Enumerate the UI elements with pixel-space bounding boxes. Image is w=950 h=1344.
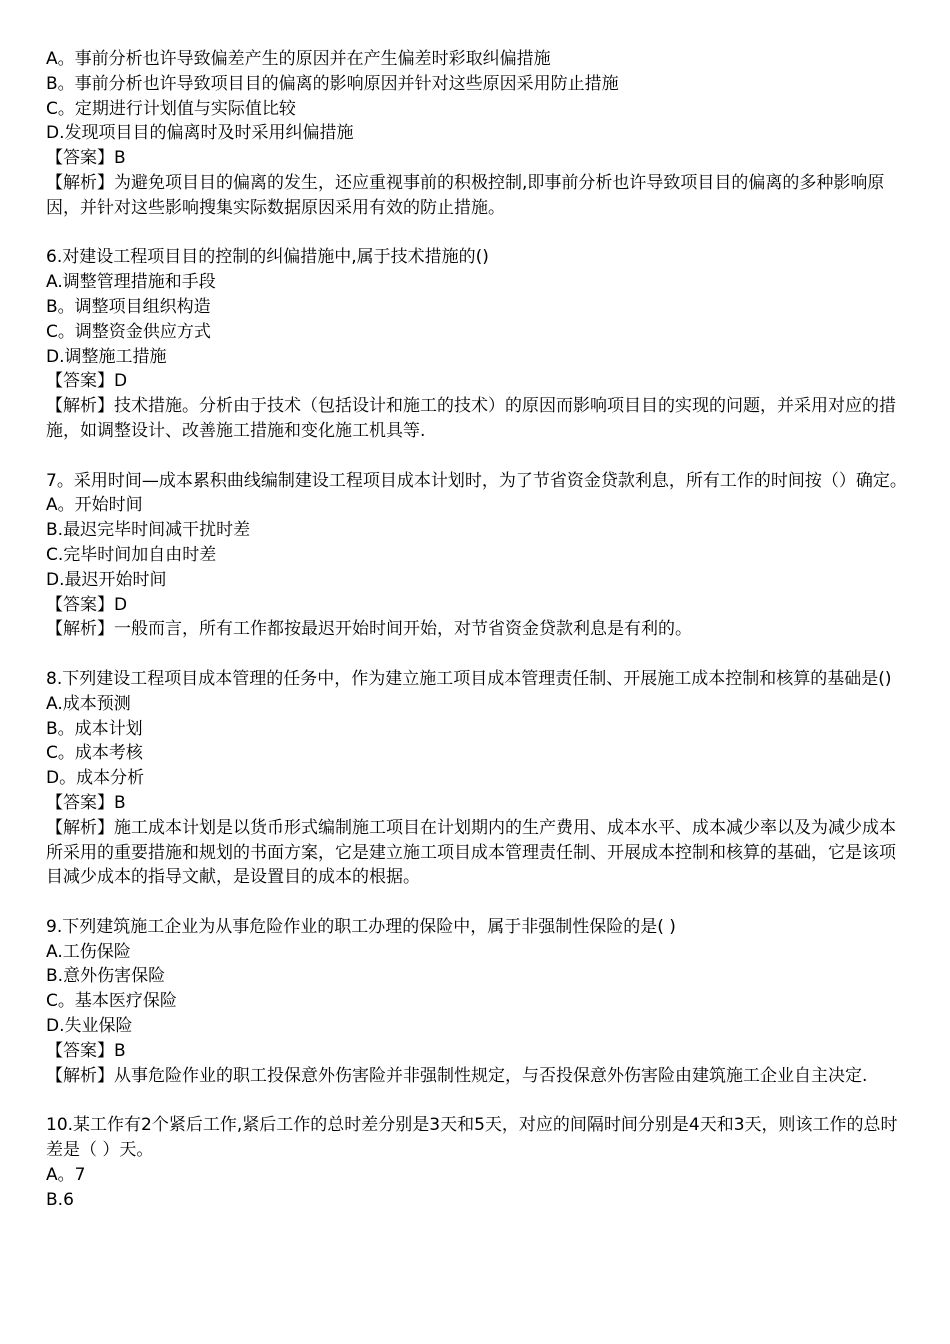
question-7 xyxy=(46,469,911,643)
question-text: 6.对建设工程项目目的控制的纠偏措施中,属于技术措施的() xyxy=(46,247,489,268)
option-d: D.最迟开始时间 xyxy=(46,569,167,590)
question-text: 7。采用时间—成本累积曲线编制建设工程项目成本计划时，为了节省资金贷款利息，所有工作的时间按（）确定。 xyxy=(46,470,907,491)
option-d: D。成本分析 xyxy=(46,768,145,789)
question-text: 10.某工作有2个紧后工作,紧后工作的总时差分别是3天和5天，对应的间隔时间分别是4天和3天，则该工作的总时差是（ ）天。 xyxy=(46,1115,898,1161)
option-b: B。调整项目组织构造 xyxy=(46,296,211,317)
spacer xyxy=(46,890,911,915)
option-b: B.意外伤害保险 xyxy=(46,966,166,987)
option-c: C。定期进行计划值与实际值比较 xyxy=(46,98,296,119)
question-8 xyxy=(46,667,911,890)
option-b: B.最迟完毕时间减干扰时差 xyxy=(46,520,251,541)
option-a: A。事前分析也许导致偏差产生的原因并在产生偏差时彩取纠偏措施 xyxy=(46,49,551,69)
answer: 【答案】B xyxy=(46,148,126,169)
option-b: B。成本计划 xyxy=(46,718,143,739)
option-b: B.6 xyxy=(46,1189,74,1210)
question-text: 9.下列建筑施工企业为从事危险作业的职工办理的保险中，属于非强制性保险的是( ) xyxy=(46,916,676,937)
answer: 【答案】D xyxy=(46,371,128,392)
option-b: B。事前分析也许导致项目目的偏离的影响原因并针对这些原因采用防止措施 xyxy=(46,73,619,94)
answer: 【答案】D xyxy=(46,594,128,615)
question-text: 8.下列建设工程项目成本管理的任务中，作为建立施工项目成本管理责任制、开展施工成本控制和核算的基础是() xyxy=(46,668,892,689)
question-10 xyxy=(46,1113,911,1212)
option-a: A。7 xyxy=(46,1164,86,1185)
spacer xyxy=(46,444,911,469)
question-5 xyxy=(46,47,911,221)
answer: 【答案】B xyxy=(46,792,126,813)
spacer xyxy=(46,221,911,246)
option-a: A.成本预测 xyxy=(46,693,131,714)
option-c: C。成本考核 xyxy=(46,743,143,764)
option-a: A.调整管理措施和手段 xyxy=(46,272,216,293)
option-a: A.工伤保险 xyxy=(46,941,131,962)
analysis: 【解析】一般而言，所有工作都按最迟开始时间开始，对节省资金贷款利息是有利的。 xyxy=(46,619,692,640)
analysis: 【解析】技术措施。分析由于技术（包括设计和施工的技术）的原因而影响项目目的实现的问题，并采用对应的措施，如调整设计、改善施工措施和变化施工机具等. xyxy=(46,396,896,441)
answer: 【答案】B xyxy=(46,1040,126,1061)
option-c: C。基本医疗保险 xyxy=(46,991,177,1012)
spacer xyxy=(46,642,911,667)
spacer xyxy=(46,1088,911,1113)
document-page xyxy=(46,47,911,1212)
question-6 xyxy=(46,245,911,443)
analysis: 【解析】为避免项目目的偏离的发生，还应重视事前的积极控制,即事前分析也许导致项目目的偏离的多种影响原因，并针对这些影响搜集实际数据原因采用有效的防止措施。 xyxy=(46,172,885,218)
option-d: D.调整施工措施 xyxy=(46,346,167,367)
option-d: D.发现项目目的偏离时及时采用纠偏措施 xyxy=(46,123,354,144)
analysis: 【解析】施工成本计划是以货币形式编制施工项目在计划期内的生产费用、成本水平、成本减少率以及为减少成本所采用的重要措施和规划的书面方案，它是建立施工项目成本管理责任制、开展成本控制和核算的基础，它是该项目减少成本的指导文献，是设置目的成本的根据。 xyxy=(46,817,896,888)
option-c: C。调整资金供应方式 xyxy=(46,321,211,342)
analysis: 【解析】从事危险作业的职工投保意外伤害险并非强制性规定，与否投保意外伤害险由建筑施工企业自主决定. xyxy=(46,1065,868,1086)
option-c: C.完毕时间加自由时差 xyxy=(46,544,217,565)
option-d: D.失业保险 xyxy=(46,1016,133,1037)
option-a: A。开始时间 xyxy=(46,495,143,516)
question-9 xyxy=(46,915,911,1089)
